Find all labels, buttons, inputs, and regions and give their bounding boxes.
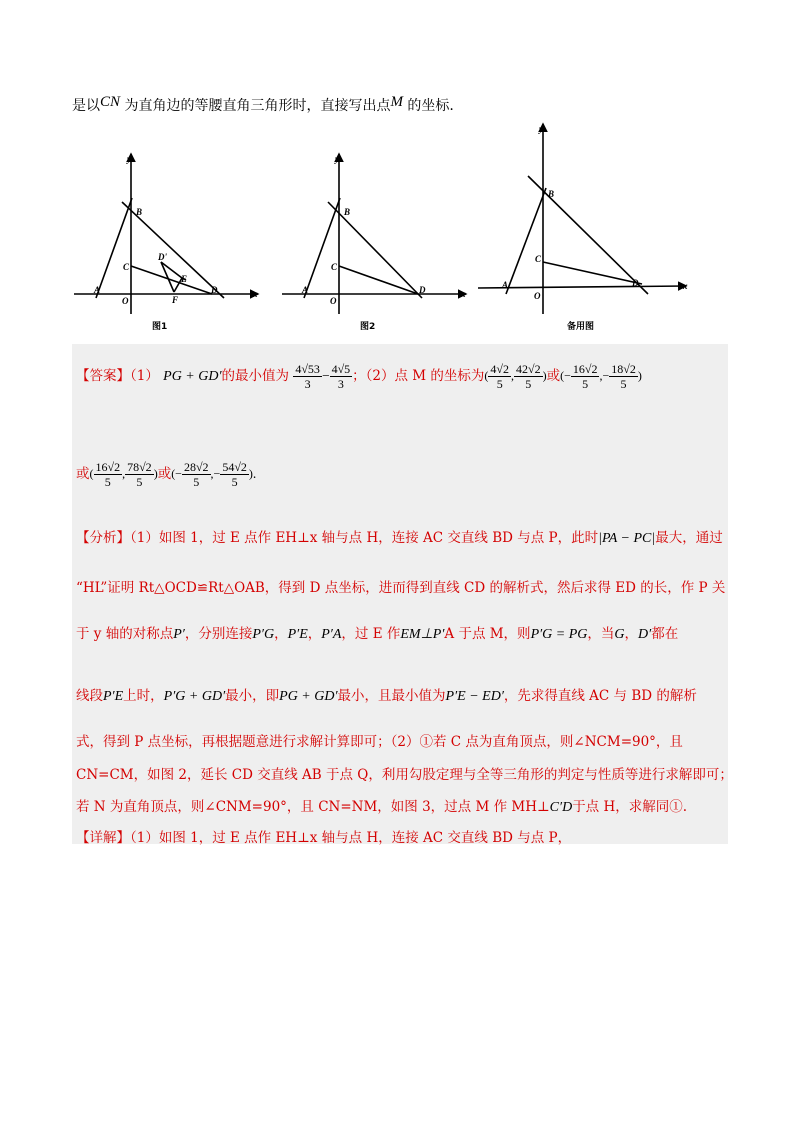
figure-3 [478,124,686,314]
fig2-point-o: O [330,296,337,306]
detail-tag: 【详解】 [76,830,130,846]
fig1-point-d: D [211,285,218,295]
answer-coord-1: ( $\frac{4√2}{5}$ , $\frac{42√2}{5}$ ) [484,362,547,391]
geometry-figures [70,118,730,340]
fig2-x-label: x [461,289,466,299]
intro-pre: 是以 [72,98,100,114]
fig3-y-label: y [539,124,543,134]
analysis-line-5: 式，得到 P 点坐标，再根据题意进行求解计算即可；（2）①若 C 点为直角顶点，则∠NCM=90°，且 [76,734,683,750]
answer-frac-1: $\frac{4√53}{3}$ [295,362,320,391]
fig2-point-c: C [331,262,338,272]
figures-row [70,118,730,340]
fig3-caption: 备用图 [567,322,595,332]
answer-coord-3: ( $\frac{16√2}{5}$ , $\frac{78√2}{5}$ ) [89,460,158,489]
fig1-y-label: y [127,154,131,164]
answer-coord-2: (− $\frac{16√2}{5}$ ,− $\frac{18√2}{5}$ ) [560,362,642,391]
fig1-point-c: C [123,262,130,272]
analysis-line-7: 若 N 为直角顶点，则∠CNM=90°，且 CN=NM，如图 3，过点 M 作 MH⊥C′D于点 H，求解同①. [76,799,688,815]
answer-line-2: 或( $\frac{16√2}{5}$ , $\frac{78√2}{5}$ )或(− $\frac{28√2}{5}$ ,− $\frac{54√2}{5}$ ). [76,460,257,489]
intro-mid: 为直角边的等腰直角三角形时，直接写出点 [124,98,391,114]
figure-2 [282,154,466,314]
analysis-line-2: “HL”证明 Rt△OCD≌Rt△OAB，得到 D 点坐标，进而得到直线 CD 的解析式，然后求得 ED 的长，作 P 关 [76,580,726,596]
intro-cn: CN [100,94,121,110]
fig1-x-label: x [253,289,258,299]
figure-1 [74,154,258,314]
fig1-point-o: O [122,296,129,306]
fig3-point-a: A [502,280,509,290]
fig3-point-b: B [548,189,555,199]
answer-line-1: 【答案】（1） PG + GD′的最小值为 $\frac{4√53}{3}$ − $\frac{4√5}{3}$ ；（2）点 M 的坐标为( $\frac{4√2}{5}$ , $\frac{42√2}{5}$ )或(− $\frac{16√2}{5}$ ,− $\frac{18√2}{5}$ ) [76,362,642,391]
fig1-caption: 图1 [152,322,168,332]
answer-tag: 【答案】 [76,368,130,384]
answer-min-text: 的最小值为 [221,368,290,384]
analysis-line-3: 于 y 轴的对称点P′，分别连接P′G，P′E，P′A，过 E 作EM⊥P′A 于点 M，则P′G = PG，当G，D′都在 [76,626,679,642]
intro-line [72,96,454,116]
intro-m: M [390,94,403,110]
fig1-point-e: E [181,274,188,284]
fig3-x-label: x [683,281,688,291]
analysis-tag: 【分析】 [76,530,130,546]
fig2-point-b: B [344,207,351,217]
answer-sep: ；（2）点 M 的坐标为 [352,368,485,384]
analysis-line-6: CN=CM，如图 2，延长 CD 交直线 AB 于点 Q，利用勾股定理与全等三角形的判定与性质等进行求解即可； [76,767,733,783]
fig2-caption: 图2 [360,322,376,332]
analysis-line-4: 线段P′E上时，P′G + GD′最小，即PG + GD′最小，且最小值为P′E − ED′，先求得直线 AC 与 BD 的解析 [76,688,697,704]
answer-frac-2: $\frac{4√5}{3}$ [331,362,351,391]
fig2-point-d: D [419,285,426,295]
answer-expr1: PG + GD′ [163,369,222,384]
fig1-point-b: B [136,207,143,217]
fig2-point-a: A [302,285,309,295]
fig2-y-label: y [335,154,339,164]
answer-coord-4: (− $\frac{28√2}{5}$ ,− $\frac{54√2}{5}$ ) [171,460,253,489]
fig3-point-o: O [534,291,541,301]
fig3-point-d: D [632,278,639,288]
fig1-point-f: F [172,295,179,305]
answer-part1: （1） [130,368,159,384]
analysis-line-1: 【分析】（1）如图 1，过 E 点作 EH⊥x 轴与点 H，连接 AC 交直线 BD 与点 P，此时|PA − PC|最大，通过 [76,530,723,546]
intro-post: 的坐标. [407,98,454,114]
fig3-point-c: C [535,254,542,264]
detail-line-1: 【详解】（1）如图 1，过 E 点作 EH⊥x 轴与点 H，连接 AC 交直线 BD 与点 P， [76,830,572,846]
fig1-point-a: A [94,285,101,295]
fig1-point-dprime: D' [158,252,167,262]
